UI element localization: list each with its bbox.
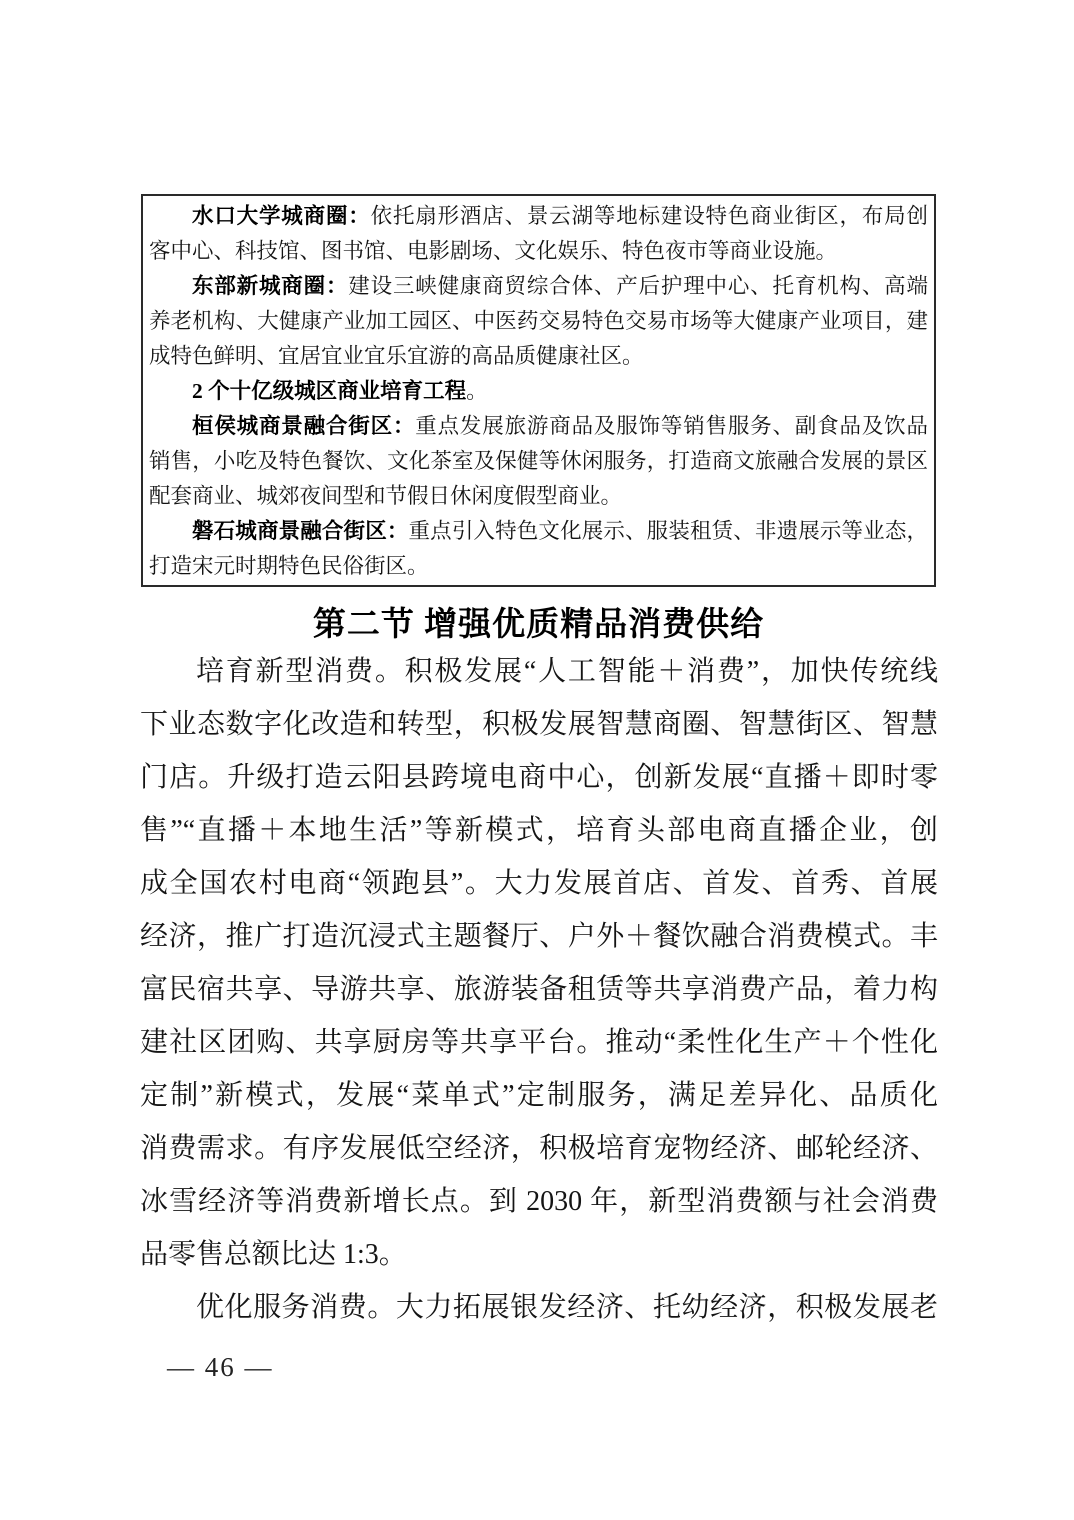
box-line [149, 514, 928, 549]
box-paragraph [149, 199, 928, 269]
highlight-box [141, 194, 936, 587]
box-paragraph [149, 409, 928, 514]
box-entry-label: 东部新城商圈： [192, 274, 349, 298]
body-paragraph-2 [140, 1281, 938, 1334]
box-line: 销售，小吃及特色餐饮、文化茶室及保健等休闲服务，打造商文旅融合发展的景区 [149, 449, 928, 473]
body-line: 优化服务消费。大力拓展银发经济、托幼经济，积极发展老 [196, 1292, 938, 1323]
body-line: 下业态数字化改造和转型，积极发展智慧商圈、智慧街区、智慧 [140, 709, 938, 740]
body-line: 冰雪经济等消费新增长点。到 2030 年，新型消费额与社会消费 [140, 1186, 938, 1217]
box-entry-text: 。 [466, 379, 488, 403]
box-paragraph [149, 514, 928, 584]
page-number: — 46 — [167, 1352, 274, 1382]
box-entry-label: 水口大学城商圈： [192, 204, 371, 228]
body-line: 门店。升级打造云阳县跨境电商中心，创新发展“直播＋即时零 [140, 762, 938, 793]
box-entry-text: 重点引入特色文化展示、服装租赁、非遗展示等业态， [408, 519, 928, 543]
box-entry-label: 2 个十亿级城区商业培育工程 [192, 379, 467, 403]
body-line: 富民宿共享、导游共享、旅游装备租赁等共享消费产品，着力构 [140, 974, 938, 1005]
box-line [149, 409, 928, 444]
box-line [149, 269, 928, 304]
box-paragraph [149, 269, 928, 374]
box-line [149, 199, 928, 234]
box-line: 客中心、科技馆、图书馆、电影剧场、文化娱乐、特色夜市等商业设施。 [149, 239, 838, 263]
body-paragraph-1 [140, 645, 938, 1281]
body-line: 经济，推广打造沉浸式主题餐厅、户外＋餐饮融合消费模式。丰 [140, 921, 938, 952]
box-entry-text: 建设三峡健康商贸综合体、产后护理中心、托育机构、高端 [348, 274, 928, 298]
body-line: 消费需求。有序发展低空经济，积极培育宠物经济、邮轮经济、 [140, 1133, 938, 1164]
box-entry-text: 依托扇形酒店、景云湖等地标建设特色商业街区，布局创 [370, 204, 928, 228]
body-line: 培育新型消费。积极发展“人工智能＋消费”，加快传统线 [196, 656, 938, 687]
box-line: 打造宋元时期特色民俗街区。 [149, 554, 429, 578]
box-line: 养老机构、大健康产业加工园区、中医药交易特色交易市场等大健康产业项目，建 [149, 309, 928, 333]
body-line: 成全国农村电商“领跑县”。大力发展首店、首发、首秀、首展 [140, 868, 938, 899]
box-line [149, 374, 928, 409]
box-entry-label: 桓侯城商景融合街区： [192, 414, 416, 438]
box-line: 成特色鲜明、宜居宜业宜乐宜游的高品质健康社区。 [149, 344, 644, 368]
body-text [140, 645, 938, 1334]
box-line: 配套商业、城郊夜间型和节假日休闲度假型商业。 [149, 484, 623, 508]
body-line: 品零售总额比达 1:3。 [140, 1239, 407, 1270]
box-entry-text: 重点发展旅游商品及服饰等销售服务、副食品及饮品 [415, 414, 928, 438]
section-heading: 第二节 增强优质精品消费供给 [312, 607, 765, 643]
body-line: 定制”新模式，发展“菜单式”定制服务，满足差异化、品质化 [140, 1080, 938, 1111]
body-line: 售”“直播＋本地生活”等新模式，培育头部电商直播企业，创 [140, 815, 938, 846]
body-line: 建社区团购、共享厨房等共享平台。推动“柔性化生产＋个性化 [140, 1027, 938, 1058]
box-entry-label: 磐石城商景融合街区： [192, 519, 409, 543]
box-paragraph [149, 374, 928, 409]
